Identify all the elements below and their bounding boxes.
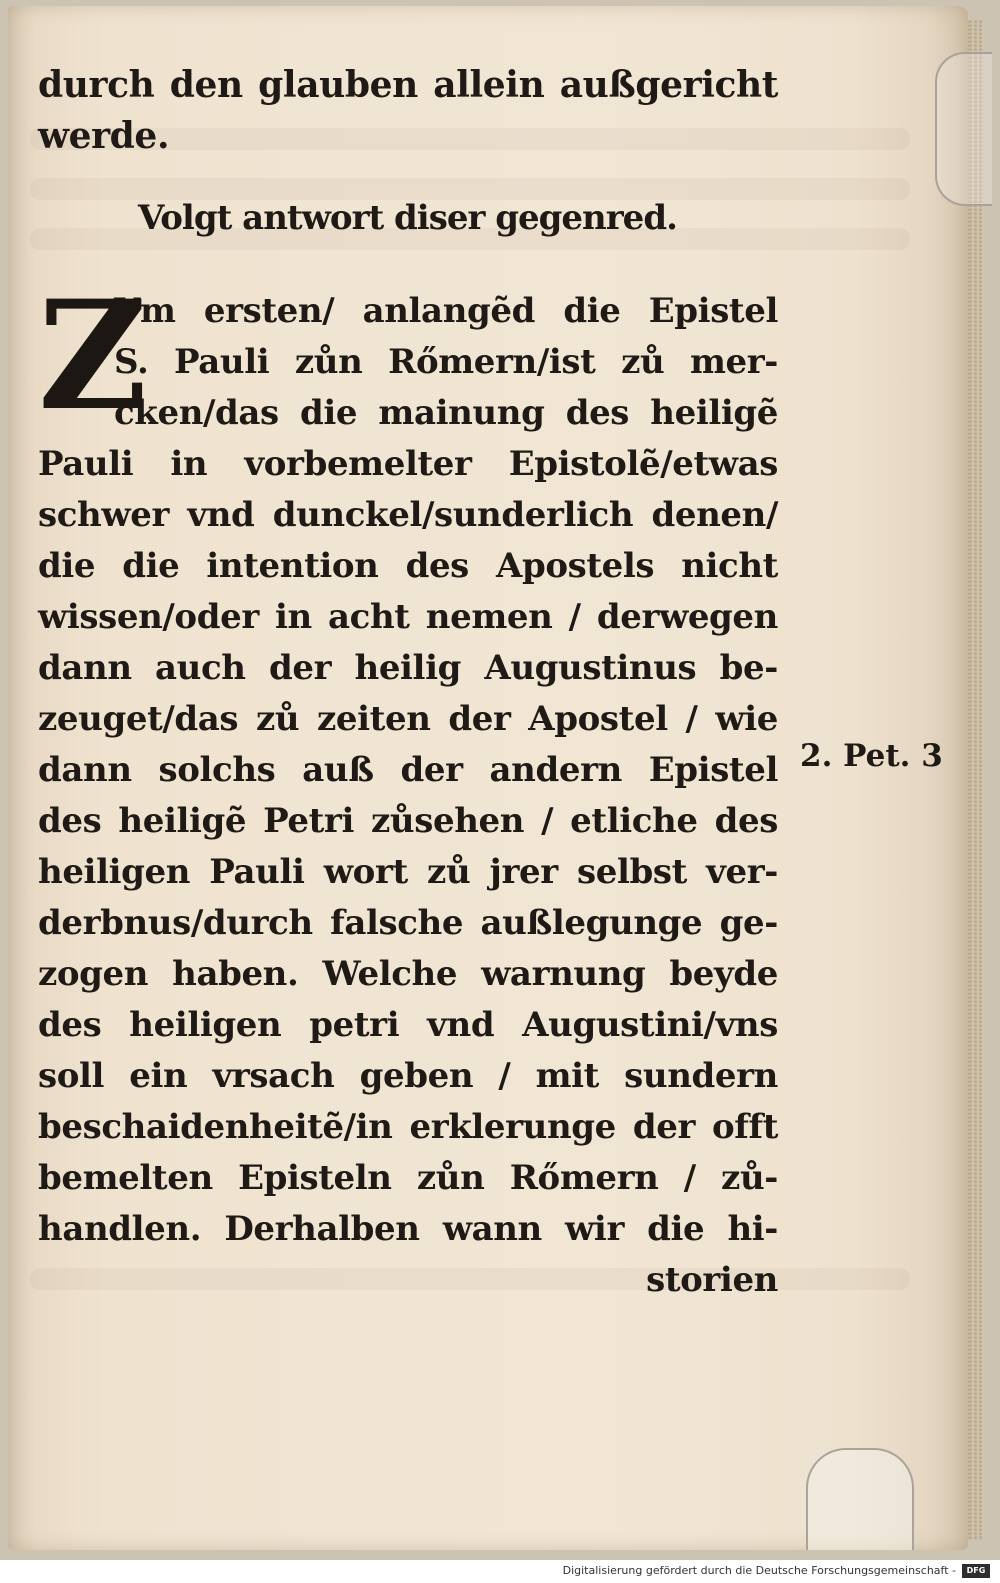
text-line: zogen haben. Welche warnung beyde [38,954,778,994]
text-line: bemelten Episteln zůn Rőmern / zů- [38,1158,778,1198]
text-line: S. Pauli zůn Rőmern/ist zů mer- [114,342,778,382]
text-line: dann solchs auß der andern Epistel [38,750,778,790]
text-line: die die intention des Apostels nicht [38,546,778,586]
text-line: dann auch der heilig Augustinus be- [38,648,778,688]
text-line: schwer vnd dunckel/sunderlich denen/ [38,495,778,535]
holder-clip-bottom [806,1448,914,1550]
continuation-text [38,60,778,162]
text-line: derbnus/durch falsche außlegunge ge- [38,903,778,943]
catchword: storien [646,1260,778,1300]
text-line: Pauli in vorbemelter Epistolẽ/etwas [38,444,778,484]
drop-cap: Z [38,268,148,444]
text-line: cken/das die mainung des heiligẽ [114,393,778,433]
page-edge [974,20,977,1540]
main-paragraph [38,268,778,1306]
text-line: soll ein vrsach geben / mit sundern [38,1056,778,1096]
dfg-logo: DFG [962,1564,990,1578]
text-line: handlen. Derhalben wann wir die hi- [38,1209,778,1249]
text-line: beschaidenheitẽ/in erklerunge der offt [38,1107,778,1147]
text-line: des heiligẽ Petri zůsehen / etliche des [38,801,778,841]
text-line: werde. [38,115,170,157]
funding-credit: Digitalisierung gefördert durch die Deutsche Forschungsgemeinschaft - [562,1564,956,1577]
text-line: durch den glauben allein außgericht [38,64,778,106]
text-line: des heiligen petri vnd Augustini/vns [38,1005,778,1045]
text-line: heiligen Pauli wort zů jrer selbst ver- [38,852,778,892]
text-line: Vm ersten/ anlangẽd die Epistel [114,291,778,331]
page-edge [968,20,972,1540]
text-line: zeuget/das zů zeiten der Apostel / wie [38,699,778,739]
text-line: wissen/oder in acht nemen / derwegen [38,597,778,637]
section-heading: Volgt antwort diser gegenred. [138,198,677,238]
page-text [38,60,778,1306]
holder-clip-top [935,52,992,206]
page-edge [979,20,982,1540]
margin-note: 2. Pet. 3 [800,738,943,774]
